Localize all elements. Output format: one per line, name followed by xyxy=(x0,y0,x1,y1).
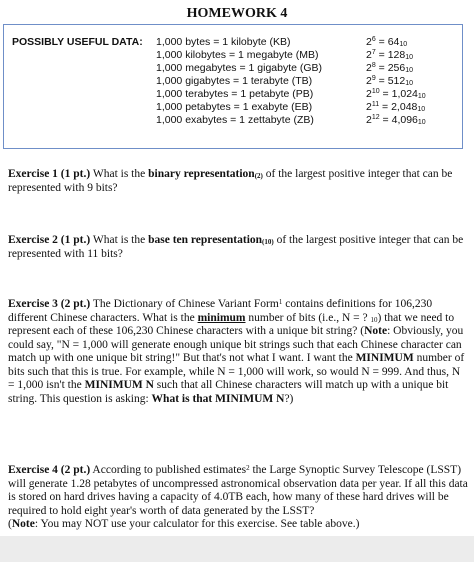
power-row: $2^{11} = 2,048_{10}$ xyxy=(366,101,426,113)
page-bottom-edge xyxy=(0,536,474,562)
power-row: $2^9 = 512_{10}$ xyxy=(366,75,414,87)
footnote-marker: 2 xyxy=(246,464,250,472)
unit-row: 1,000 bytes = 1 kilobyte (KB) xyxy=(156,36,291,48)
power-row: $2^{10} = 1,024_{10}$ xyxy=(366,88,426,100)
useful-data-label: POSSIBLY USEFUL DATA: xyxy=(12,36,143,48)
exercise-1-text: Exercise 1 (1 pt.) What is the binary representation$_{(2)}$ of the largest positive integer that can be represented with 9 bits? xyxy=(8,168,453,194)
exercise-2 xyxy=(8,234,468,261)
exercise-4 xyxy=(8,464,468,532)
exercise-4-note: (Note: You may NOT use your calculator for this exercise. See table above.) xyxy=(8,518,360,530)
exercise-3 xyxy=(8,298,468,406)
power-row: $2^{12} = 4,096_{10}$ xyxy=(366,114,426,126)
exercise-3-question: What is that MINIMUM N xyxy=(151,392,285,405)
exercise-3-text: Exercise 3 (2 pt.) The Dictionary of Chinese Variant Form$^1$ contains definitions for 106,230 different Chinese characters. What is the minimum number of bits (i.e., N = ? $_{10}$) that we need to represent each of these 106,230 Chinese characters with a unique bit string? (Note: Obviously, you could say, "N = 1,000 will generate enough unique bit strings such that each Chinese character can match up with one unique bit string!" But that's not what I want. I want the MINIMUM number of bits such that this is true. For example, while N = 1,000 will work, so would N = 999. And thus, N = 1,000 isn't the MINIMUM N such that all Chinese characters will match up with a unique bit string. This question is asking: What is that MINIMUM N?) xyxy=(8,298,465,405)
powers-of-two-list xyxy=(366,36,426,127)
useful-data-box xyxy=(3,24,463,149)
exercise-1-heading: Exercise 1 (1 pt.) xyxy=(8,168,91,180)
power-row: $2^7 = 128_{10}$ xyxy=(366,49,414,61)
unit-row: 1,000 exabytes = 1 zettabyte (ZB) xyxy=(156,114,314,126)
exercise-4-heading: Exercise 4 (2 pt.) xyxy=(8,464,91,476)
exercise-1 xyxy=(8,168,468,195)
exercise-2-heading: Exercise 2 (1 pt.) xyxy=(8,234,91,246)
footnote-marker: 1 xyxy=(278,298,283,306)
unit-row: 1,000 kilobytes = 1 megabyte (MB) xyxy=(156,49,319,61)
exercise-2-text: Exercise 2 (1 pt.) What is the base ten representation$_{(10)}$ of the largest positive integer that can be represented with 11 bits? xyxy=(8,234,464,260)
page-title: HOMEWORK 4 xyxy=(186,6,288,21)
unit-row: 1,000 megabytes = 1 gigabyte (GB) xyxy=(156,62,323,74)
unit-row: 1,000 gigabytes = 1 terabyte (TB) xyxy=(156,75,313,87)
unit-row: 1,000 petabytes = 1 exabyte (EB) xyxy=(156,101,313,113)
unit-conversion-list xyxy=(156,36,322,127)
power-row: $2^6 = 64_{10}$ xyxy=(366,36,408,48)
power-row: $2^8 = 256_{10}$ xyxy=(366,62,414,74)
unit-row: 1,000 terabytes = 1 petabyte (PB) xyxy=(156,88,314,100)
exercise-4-text: Exercise 4 (2 pt.) According to published estimates$^2$ the Large Synoptic Survey Telescope (LSST) will generate 1.28 petabytes of uncompressed astronomical observation data per year. If all this data is stored on hard drives having a capacity of 4.0TB each, how many of these hard drives will be required to hold eight year's worth of data generated by the LSST? xyxy=(8,464,468,517)
exercise-3-heading: Exercise 3 (2 pt.) xyxy=(8,298,91,310)
